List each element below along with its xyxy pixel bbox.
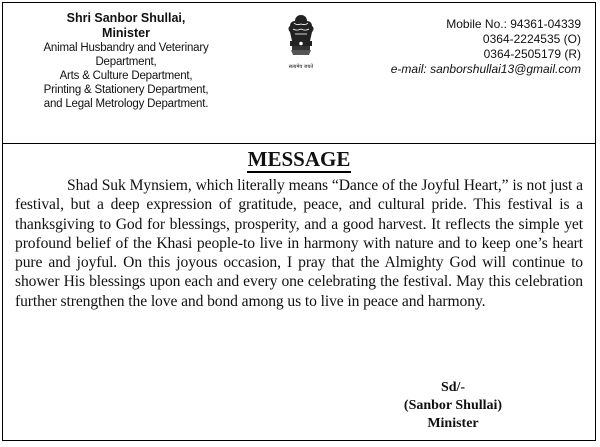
letterhead xyxy=(3,3,595,144)
signatory-name: (Sanbor Shullai) xyxy=(403,398,503,413)
signatory-title: Minister xyxy=(427,416,479,431)
contact-block xyxy=(361,17,581,77)
department-line: Printing & Stationery Department, xyxy=(43,84,209,96)
sender-block xyxy=(21,11,231,111)
message-page xyxy=(2,2,596,441)
sender-role: Minister xyxy=(102,26,150,40)
residence-phone: 0364-2505179 (R) xyxy=(483,47,581,61)
emblem-caption: सत्यमेव जयते xyxy=(288,64,314,70)
message-title: MESSAGE xyxy=(247,147,351,171)
department-line: Animal Husbandry and Veterinary xyxy=(43,42,209,54)
mobile-number: Mobile No.: 94361-04339 xyxy=(446,17,581,31)
office-phone: 0364-2224535 (O) xyxy=(482,32,581,46)
message-body: Shad Suk Mynsiem, which literally means “Dance of the Joyful Heart,” is not just a festival, but a deep expression of gratitude, peace, and cultural pride. This festival is a thanksgiving to God for blessings, prosperity, and a good harvest. It reflects the simple yet profound belief of the Khasi people-to live in harmony with nature and to keep one’s heart pure and joyful. On this joyous occasion, I pray that the Almighty God will continue to shower His blessings upon each and every one celebrating the festival. May this celebration further strengthen the love and bond among us to live in peace and harmony. xyxy=(15,177,583,310)
department-line: and Legal Metrology Department. xyxy=(43,98,209,110)
department-line: Arts & Culture Department, xyxy=(59,70,193,82)
sender-name: Shri Sanbor Shullai, xyxy=(66,11,186,25)
signature-block xyxy=(373,379,533,433)
signed-mark: Sd/- xyxy=(440,380,466,395)
department-line: Department, xyxy=(95,56,157,68)
state-emblem-icon xyxy=(280,11,322,71)
email-address[interactable]: e-mail: sanborshullai13@gmail.com xyxy=(390,62,581,76)
